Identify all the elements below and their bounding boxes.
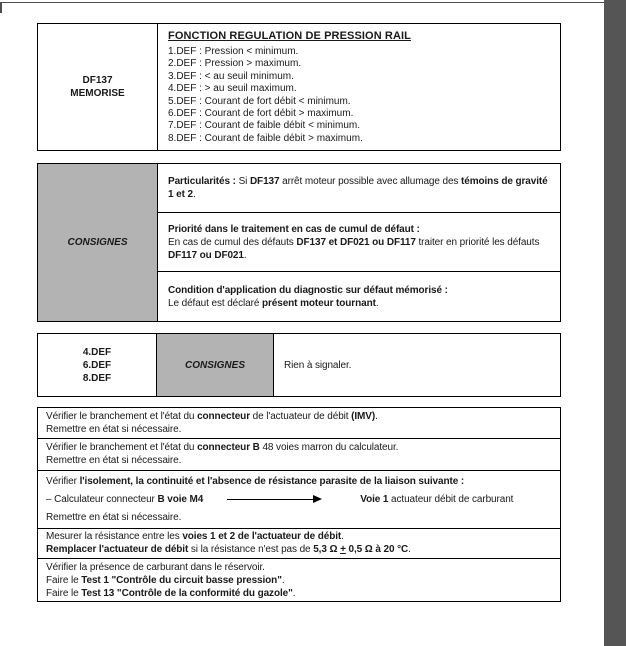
text-line: Condition d'application du diagnostic sur défaut mémorisé :	[168, 284, 448, 296]
procedure-step-fuel-tests	[38, 559, 560, 601]
text-line: Remplacer l'actuateur de débit si la résistance n'est pas de 5,3 Ω + 0,5 Ω à 20 °C.	[46, 544, 411, 556]
text-line: Faire le Test 13 "Contrôle de la conformité du gazole".	[46, 587, 296, 599]
consignes-row-condition	[158, 272, 560, 321]
viewer-outside-band	[604, 0, 626, 646]
text-line: Particularités : Si DF137 arrêt moteur possible avec allumage des témoins de gravité	[168, 176, 548, 187]
def-consignes-label-cell	[157, 334, 274, 396]
consignes-label-cell	[38, 164, 158, 321]
text-line: Mesurer la résistance entre les voies 1 et 2 de l'actuateur de débit.	[46, 531, 344, 543]
wiring-link-line	[46, 493, 554, 506]
text-line: Le défaut est déclaré présent moteur tournant.	[168, 297, 379, 309]
text-line: Vérifier l'isolement, la continuité et l'absence de résistance parasite de la liaison suivante :	[46, 475, 465, 487]
def-consignes-table	[37, 333, 561, 397]
consignes-label: CONSIGNES	[67, 237, 128, 248]
procedure-step-connector-imv	[38, 408, 560, 439]
text-line: Remettre en état si nécessaire.	[46, 455, 182, 467]
wiring-link-right: Voie 1 actuateur débit de carburant	[360, 493, 514, 505]
fault-function-table	[37, 23, 561, 151]
text-line: Remettre en état si nécessaire.	[46, 423, 182, 435]
text-line: Vérifier le branchement et l'état du connecteur de l'actuateur de débit (IMV).	[46, 410, 378, 422]
procedure-step-connector-b	[38, 439, 560, 472]
fault-state: MEMORISE	[70, 88, 125, 99]
text-line: Vérifier le branchement et l'état du connecteur B 48 voies marron du calculateur.	[46, 442, 399, 454]
consignes-label: CONSIGNES	[184, 359, 245, 371]
procedure-step-resistance	[38, 529, 560, 560]
function-title: FONCTION REGULATION DE PRESSION RAIL	[168, 30, 411, 42]
wiring-arrow-icon	[313, 495, 322, 503]
def-list: 1.DEF : Pression < minimum. 2.DEF : Pression > maximum. 3.DEF : < au seuil minimum. 4.DEF : > au seuil maximum. 5.DEF : Courant de fort débit < minimum. 6.DEF : Courant de fort débit > maximum. 7.DEF : Courant de faible débit < minimum. 8.DEF : Courant de faible débit > maximum.	[168, 46, 363, 144]
text-line: Priorité dans le traitement en cas de cumul de défaut :	[168, 223, 420, 235]
consignes-row-priorite	[158, 213, 560, 272]
consignes-rows	[158, 164, 560, 321]
consignes-row-particularites	[158, 164, 560, 213]
def-codes-cell	[38, 334, 157, 396]
wiring-arrow-shaft	[227, 499, 313, 500]
def-consignes-note-cell	[274, 334, 560, 396]
procedure-table	[37, 407, 561, 602]
text-line: Faire le Test 1 "Contrôle du circuit basse pression".	[46, 574, 285, 586]
consignes-note: Rien à signaler.	[284, 359, 352, 371]
wiring-link-left: – Calculateur connecteur B voie M4	[46, 493, 204, 505]
def-codes-list: 4.DEF 6.DEF 8.DEF	[82, 346, 112, 384]
text-line: DF117 ou DF021.	[168, 249, 247, 261]
fault-code-cell	[38, 24, 158, 150]
text-line: Remettre en état si nécessaire.	[46, 511, 182, 523]
text-line: 1 et 2.	[168, 189, 196, 200]
consignes-table	[37, 163, 561, 322]
page-top-edge	[0, 2, 604, 3]
text-line: Vérifier la présence de carburant dans le réservoir.	[46, 561, 265, 573]
text-line: En cas de cumul des défauts DF137 et DF021 ou DF117 traiter en priorité les défauts	[168, 236, 540, 248]
procedure-step-continuity	[38, 471, 560, 529]
page-left-edge-notch	[0, 2, 2, 13]
fault-function-cell	[158, 24, 560, 150]
fault-code: DF137	[82, 75, 113, 86]
